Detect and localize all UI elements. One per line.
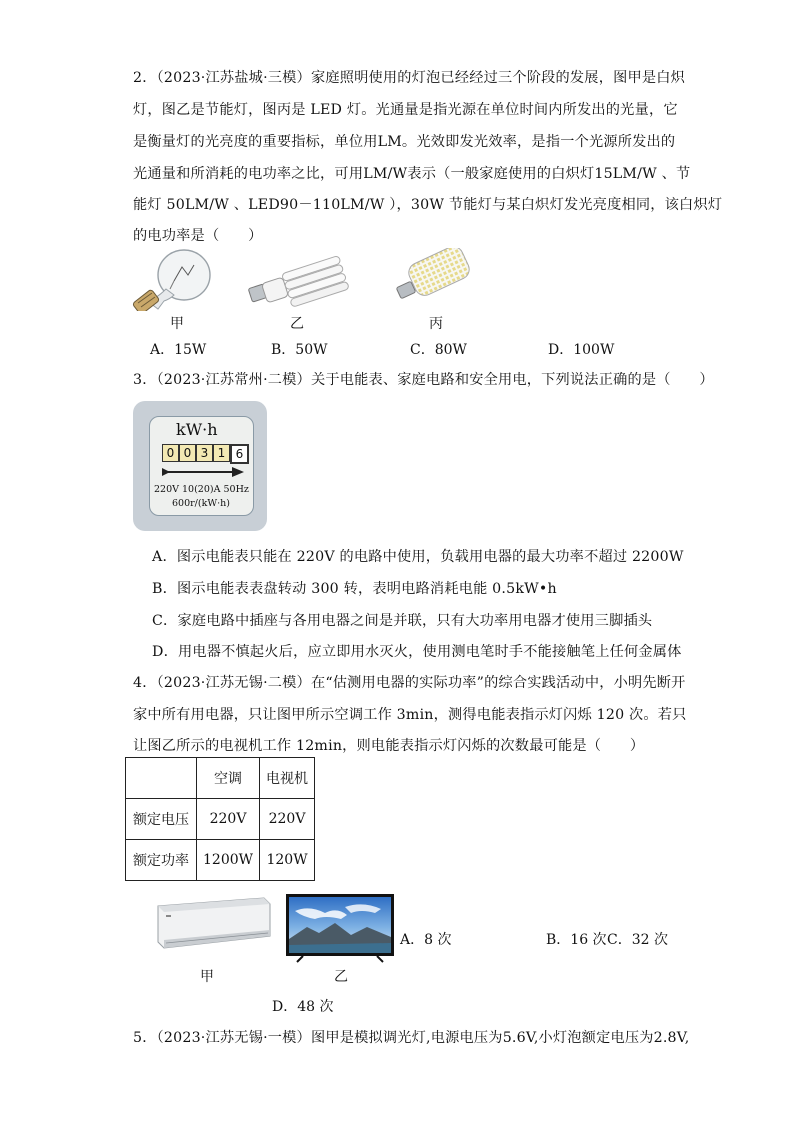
incandescent-bulb-image [130, 245, 214, 311]
cfl-bulb-image [248, 248, 350, 310]
q3-stem: 3．（2023·江苏常州·二模）关于电能表、家庭电路和安全用电，下列说法正确的是（ ） [133, 372, 714, 388]
meter-unit: kW·h [176, 420, 218, 439]
table-header-cell [126, 758, 197, 799]
q2-caption-jia: 甲 [170, 316, 184, 332]
table-header-cell: 空调 [197, 758, 260, 799]
q4-line-3: 让图乙所示的电视机工作 12min，则电能表指示灯闪烁的次数最可能是（ ） [133, 738, 645, 754]
q2-option-b[interactable]: B．50W [271, 342, 328, 358]
meter-digit-decimal: 6 [230, 444, 249, 464]
meter-rating: 220V 10(20)A 50Hz [154, 484, 249, 495]
q4-line-2: 家中所有用电器，只让图甲所示空调工作 3min，测得电能表指示灯闪烁 120 次。若只 [133, 707, 687, 723]
q2-line-6: 的电功率是（ ） [133, 228, 263, 244]
meter-constant: 600r/(kW·h) [172, 498, 230, 509]
q2-caption-bing: 丙 [429, 316, 443, 332]
meter-digit: 0 [162, 444, 179, 462]
table-cell: 额定电压 [126, 799, 197, 840]
air-conditioner-image [152, 896, 274, 950]
table-row [126, 799, 315, 840]
q2-option-c[interactable]: C．80W [410, 342, 467, 358]
q3-option-c[interactable]: C．家庭电路中插座与各用电器之间是并联，只有大功率用电器才使用三脚插头 [152, 613, 653, 629]
table-cell: 220V [197, 799, 260, 840]
q2-caption-yi: 乙 [290, 316, 304, 332]
meter-digits [162, 444, 249, 464]
led-bulb-image [396, 248, 472, 306]
table-cell: 120W [260, 840, 315, 881]
q4-option-b[interactable]: B．16 次 [546, 932, 607, 948]
q4-caption-jia: 甲 [200, 969, 214, 985]
table-header-cell: 电视机 [260, 758, 315, 799]
q2-option-a[interactable]: A．15W [150, 342, 207, 358]
appliance-spec-table [125, 757, 315, 881]
table-cell: 额定功率 [126, 840, 197, 881]
q3-option-b[interactable]: B．图示电能表表盘转动 300 转，表明电路消耗电能 0.5kW•h [152, 581, 557, 597]
q4-line-1: 4．（2023·江苏无锡·二模）在“估测用电器的实际功率”的综合实践活动中，小明先断开 [133, 675, 686, 691]
table-header-row [126, 758, 315, 799]
q2-line-2: 灯，图乙是节能灯，图丙是 LED 灯。光通量是指光源在单位时间内所发出的光量，它 [133, 102, 678, 118]
meter-digit: 0 [179, 444, 196, 462]
q4-option-d[interactable]: D．48 次 [272, 999, 334, 1015]
q2-line-4: 光通量和所消耗的电功率之比，可用LM/W表示（一般家庭使用的白炽灯15LM/W 、节 [133, 166, 691, 182]
q2-option-d[interactable]: D．100W [548, 342, 615, 358]
table-cell: 1200W [197, 840, 260, 881]
q2-line-1: 2．（2023·江苏盐城·三模）家庭照明使用的灯泡已经经过三个阶段的发展，图甲是白炽 [133, 70, 686, 86]
q2-line-3: 是衡量灯的光亮度的重要指标，单位用LM。光效即发光效率，是指一个光源所发出的 [133, 134, 676, 150]
meter-arrow-icon [160, 466, 246, 478]
q4-caption-yi: 乙 [334, 969, 348, 985]
meter-digit: 1 [213, 444, 230, 462]
q3-option-a[interactable]: A．图示电能表只能在 220V 的电路中使用，负载用电器的最大功率不超过 2200W [152, 549, 684, 565]
q4-option-a[interactable]: A．8 次 [400, 932, 452, 948]
television-image [285, 893, 395, 963]
q4-option-c[interactable]: C．32 次 [607, 932, 668, 948]
meter-digit: 3 [196, 444, 213, 462]
q5-line-1: 5．（2023·江苏无锡·一模）图甲是模拟调光灯,电源电压为5.6V,小灯泡额定电压为2.8V, [133, 1030, 690, 1046]
table-row [126, 840, 315, 881]
q3-option-d[interactable]: D．用电器不慎起火后，应立即用水灭火，使用测电笔时手不能接触笔上任何金属体 [152, 644, 682, 660]
table-cell: 220V [260, 799, 315, 840]
q2-line-5: 能灯 50LM/W 、LED90－110LM/W ），30W 节能灯与某白炽灯发光亮度相同，该白炽灯 [133, 197, 723, 213]
